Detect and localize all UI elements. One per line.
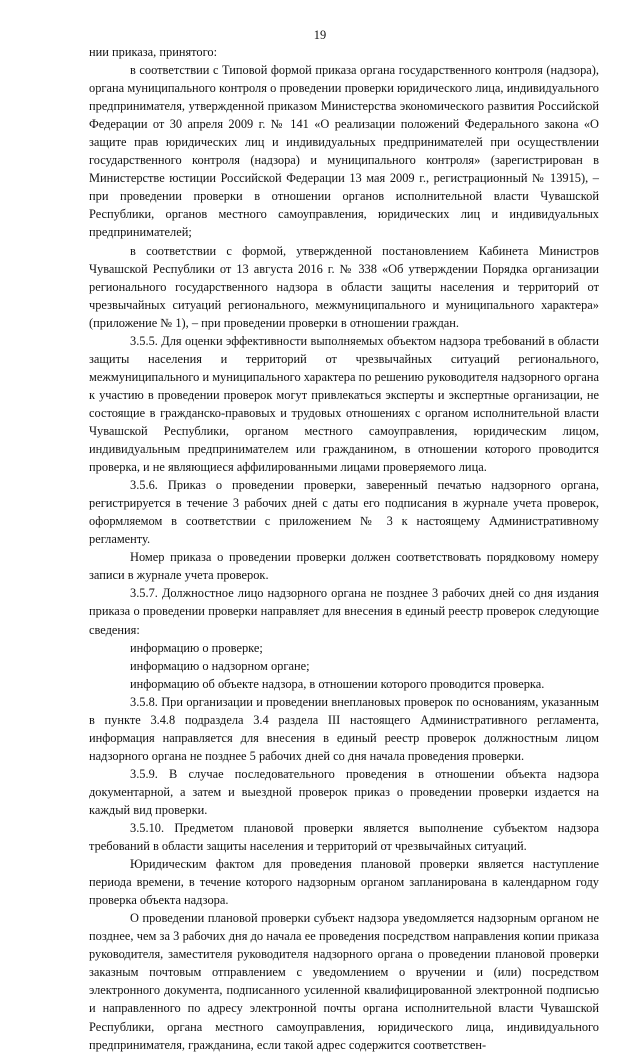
paragraph-legal-fact: Юридическим фактом для проведения плановой проверки является наступление периода времени, в течение которого надзорным органом запланирована в календарном году проверка объекта надзора. [89,857,599,908]
paragraph-3-5-5: 3.5.5. Для оценки эффективности выполняемых объектом надзора требований в области защиты населения и территорий от чрезвычайных ситуаций регионального, межмуниципального и муниципального характера по решению руководителя надзорного органа к участию в проведении проверок могут привлекаться эксперты и экспертные организации, не состоящие в гражданско-правовых и трудовых отношениях с органом исполнительной власти Чувашской Республики, органом местного самоуправления, юридическим лицом, индивидуальным предпринимателем или гражданином, в отношении которого проводится проверка, и не являющиеся аффилированными лицами проверяемого лица. [89,333,599,475]
list-item-authority-info: информацию о надзорном органе; [130,658,310,673]
paragraph-3-5-8: 3.5.8. При организации и проведении внеплановых проверок по основаниям, указанным в пункте 3.4.8 подраздела 3.4 раздела III настоящего Административного регламента, информация направляется для внесения в единый реестр проверок должностным лицом надзорного органа не позднее 5 рабочих дней со дня начала проведения проверки. [89,694,599,763]
paragraph-typical-form: в соответствии с Типовой формой приказа органа государственного контроля (надзора), органа муниципального контроля о проведении проверки юридического лица, индивидуального предпринимателя, утвержденной приказом Министерства экономического развития Российской Федерации от 30 апреля 2009 г. № 141 «О реализации положений Федерального закона «О защите прав юридических лиц и индивидуальных предпринимателей при осуществлении государственного контроля (надзора) и муниципального контроля» (зарегистрирован в Министерстве юстиции Российской Федерации 13 мая 2009 г., регистрационный № 13915), – при проведении проверки в отношении органов исполнительной власти Чувашской Республики, органов местного самоуправления, юридических лиц и индивидуальных предпринимателей; [89,63,599,240]
paragraph-cabinet-form: в соответствии с формой, утвержденной постановлением Кабинета Министров Чувашской Республики от 13 августа 2016 г. № 338 «Об утверждении Порядка организации регионального государственного надзора в области защиты населения и территорий от чрезвычайных ситуаций регионального, межмуниципального и муниципального характера» (приложение № 1), – при проведении проверки в отношении граждан. [89,243,599,330]
document-body [89,43,599,1054]
list-item-object-info: информацию об объекте надзора, в отношении которого проводится проверка. [130,676,545,691]
paragraph-notification: О проведении плановой проверки субъект надзора уведомляется надзорным органом не позднее, чем за 3 рабочих дня до начала ее проведения посредством направления копии приказа руководителя, заместителя руководителя надзорного органа о проведении плановой проверки заказным почтовым отправлением с уведомлением о вручении и (или) посредством электронного документа, подписанного усиленной квалифицированной электронной подписью и направленного по адресу электронной почты органа исполнительной власти Чувашской Республики, органа местного самоуправления, юридического лица, индивидуального предпринимателя, гражданина, если такой адрес содержится соответствен- [89,911,599,1052]
paragraph-order-number: Номер приказа о проведении проверки должен соответствовать порядковому номеру записи в журнале учета проверок. [89,550,599,583]
paragraph-3-5-7: 3.5.7. Должностное лицо надзорного органа не позднее 3 рабочих дней со дня издания приказа о проведении проверки направляет для внесения в единый реестр проверок следующие сведения: [89,586,599,637]
list-item-inspection-info: информацию о проверке; [130,640,263,655]
paragraph-3-5-6: 3.5.6. Приказ о проведении проверки, заверенный печатью надзорного органа, регистрируется в течение 3 рабочих дней с даты его подписания в журнале учета проверок, оформляемом в соответствии с приложением № 3 к настоящему Административному регламенту. [89,478,599,547]
paragraph-3-5-10: 3.5.10. Предметом плановой проверки является выполнение субъектом надзора требований в области защиты населения и территорий от чрезвычайных ситуаций. [89,821,599,854]
paragraph-3-5-9: 3.5.9. В случае последовательного проведения в отношении объекта надзора документарной, а затем и выездной проверок приказ о проведении проверки издается на каждый вид проверки. [89,766,599,817]
paragraph-continuation: нии приказа, принятого: [89,45,218,59]
page-number: 19 [313,28,327,42]
